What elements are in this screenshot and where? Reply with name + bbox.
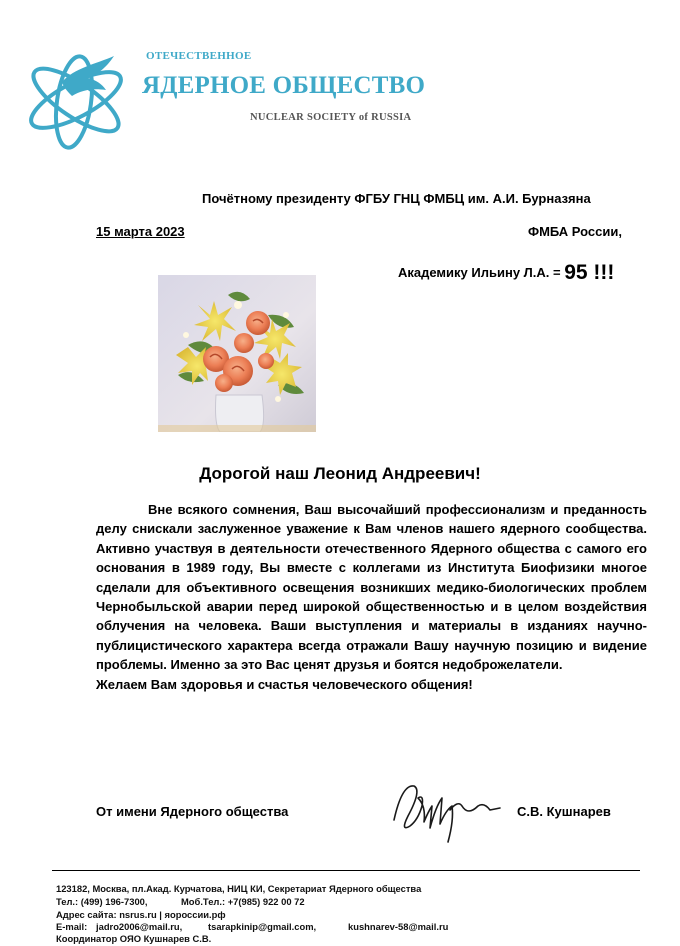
footer-emails — [56, 921, 448, 932]
footer-phone: Тел.: (499) 196-7300, — [56, 896, 148, 907]
signoff-label: От имени Ядерного общества — [96, 804, 289, 819]
footer-coordinator: Координатор ОЯО Кушнарев С.В. — [56, 933, 212, 944]
footer-divider — [52, 870, 640, 871]
addressee-line-2: ФМБА России, — [528, 224, 622, 239]
org-name-small: ОТЕЧЕСТВЕННОЕ — [146, 50, 252, 62]
nuclear-society-logo-icon — [22, 38, 134, 154]
org-name: ЯДЕРНОЕ ОБЩЕСТВО — [142, 72, 426, 99]
body-paragraph: Вне всякого сомнения, Ваш высочайший профессионализм и преданность делу снискали заслуженное уважение к Вам членов нашего ядерного сообщества. Активно участвуя в деятельности отечественного Ядерного общества с самого его основания в 1989 году, Вы вместе с коллегами из Института Биофизики многое сделали для объективного освещения возникших медико-биологических проблем Чернобыльской аварии перед широкой общественностью и в целом воздействия облучения на человека. Ваши выступления и материалы в изданиях научно-публицистического характера всегда отражали Вашу научную позицию и видение проблемы. Именно за это Вас ценят друзья и боятся недоброжелатели. — [96, 502, 647, 673]
age-number: 95 !!! — [564, 261, 615, 284]
footer-email-3[interactable]: kushnarev-58@mail.ru — [348, 921, 449, 932]
addressee-line-3 — [398, 261, 614, 285]
addressee-text: Академику Ильину Л.А. = — [398, 265, 565, 280]
footer-email-label: E-mail: — [56, 921, 88, 932]
footer-website[interactable]: Адрес сайта: nsrus.ru | яороссии.рф — [56, 909, 226, 920]
letter-date: 15 марта 2023 — [96, 224, 185, 239]
footer-mobile: Моб.Тел.: +7(985) 922 00 72 — [181, 896, 305, 907]
letter-body — [96, 500, 647, 694]
wish-line: Желаем Вам здоровья и счастья человеческого общения! — [96, 676, 473, 692]
footer-phones — [56, 896, 305, 907]
footer-address: 123182, Москва, пл.Акад. Курчатова, НИЦ КИ, Секретариат Ядерного общества — [56, 883, 422, 894]
footer-email-1[interactable]: jadro2006@mail.ru, — [96, 921, 183, 932]
signature-icon — [388, 776, 504, 846]
footer-email-2[interactable]: tsarapkinip@gmail.com, — [208, 921, 317, 932]
greeting: Дорогой наш Леонид Андреевич! — [199, 464, 481, 483]
signer-name: С.В. Кушнарев — [517, 804, 611, 819]
org-name-english: NUCLEAR SOCIETY of RUSSIA — [250, 112, 412, 123]
addressee-line-1: Почётному президенту ФГБУ ГНЦ ФМБЦ им. А.И. Бурназяна — [202, 191, 591, 206]
flowers-photo — [158, 275, 316, 432]
